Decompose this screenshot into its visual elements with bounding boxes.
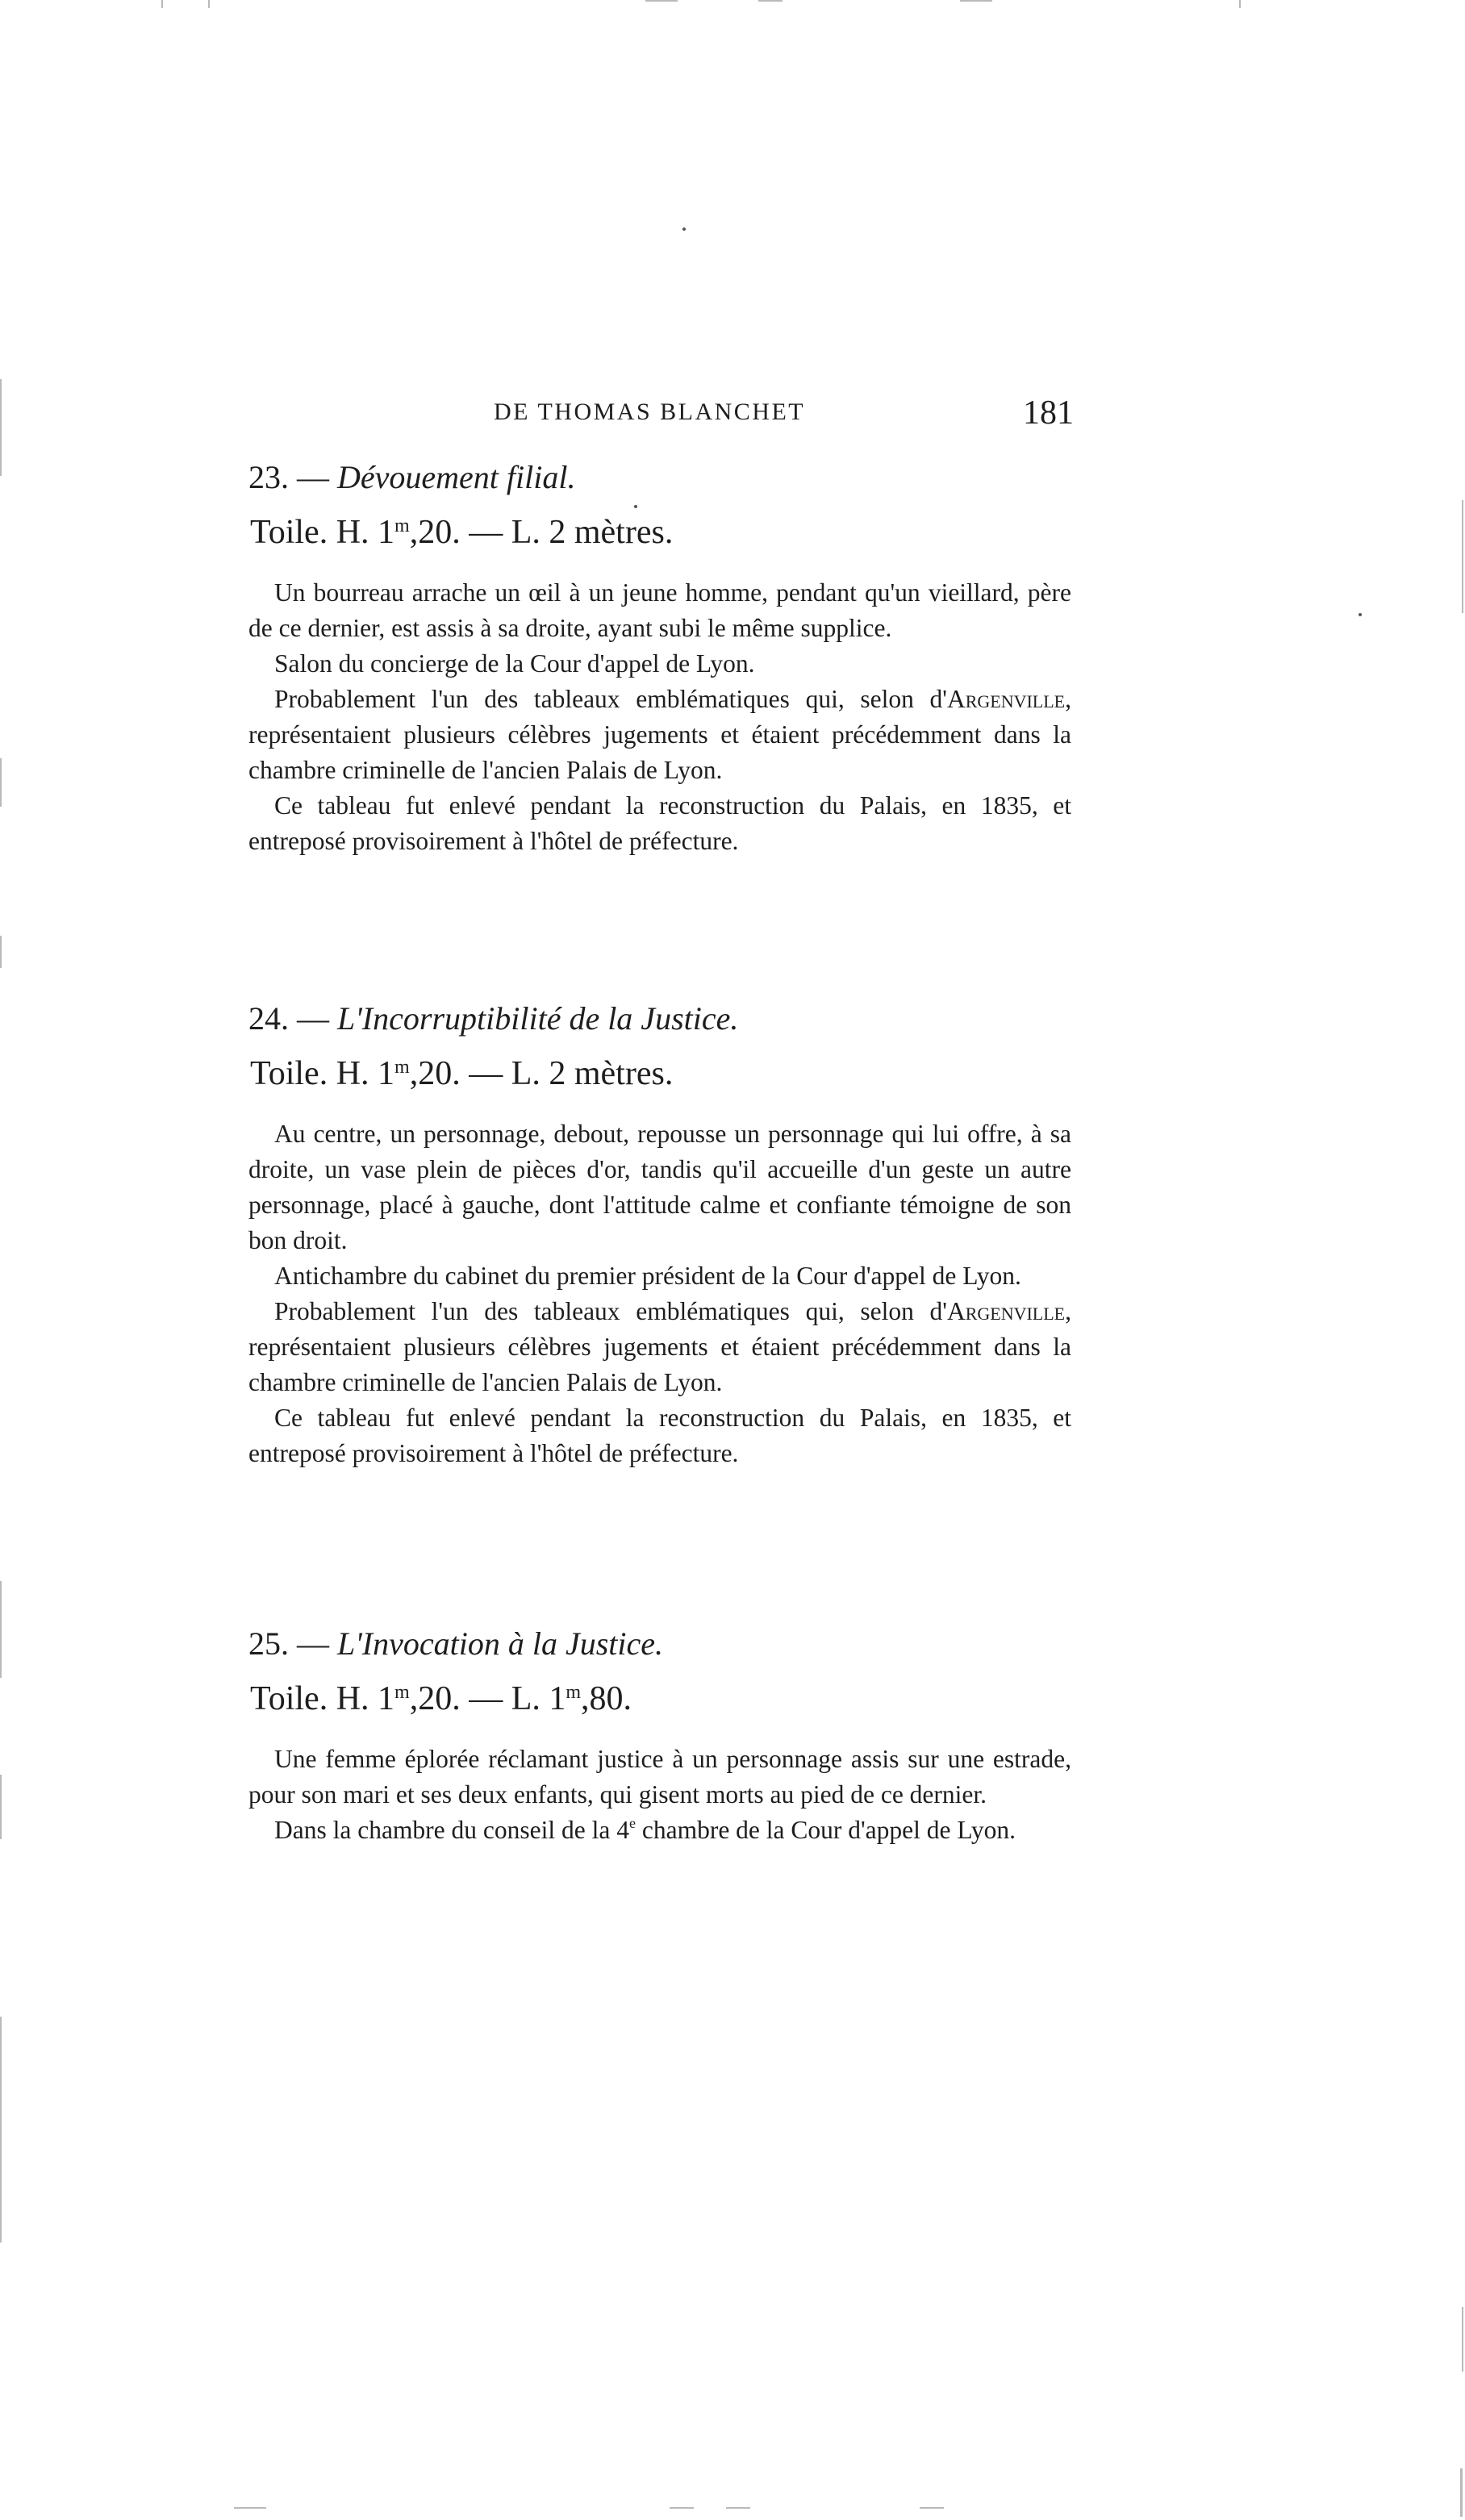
scan-edge-mark xyxy=(234,2507,266,2509)
artwork-provenance: Probablement l'un des tableaux emblématiques qui, selon d'Argenville, représentaient plusieurs célèbres jugements et étaient précédemment dans la chambre criminelle de l'ancien Palais de Lyon. xyxy=(248,1297,1071,1396)
entry-number: 23. xyxy=(248,459,289,495)
scan-edge-mark xyxy=(0,758,2,807)
author-name: Argenville xyxy=(946,685,1066,713)
canvas-dimensions: Toile. H. 1$^m$,20. — L. 1$^m$,80. xyxy=(250,1680,632,1717)
artwork-title: L'Incorruptibilité de la Justice. xyxy=(337,1000,739,1037)
stray-ink-dot xyxy=(682,227,686,231)
stray-ink-dot xyxy=(1359,613,1362,616)
artwork-location: Dans la chambre du conseil de la 4e chambre de la Cour d'appel de Lyon. xyxy=(274,1815,1016,1844)
scan-edge-mark xyxy=(161,0,163,8)
scan-edge-mark xyxy=(1239,0,1241,8)
artwork-description: Au centre, un personnage, debout, repousse un personnage qui lui offre, à sa droite, un vase plein de pièces d'or, tandis qu'il accueille d'un geste un autre personnage, placé à gauche, dont l'attitude calme et confiante témoigne de son bon droit. xyxy=(248,1120,1071,1254)
artwork-description: Un bourreau arrache un œil à un jeune homme, pendant qu'un vieillard, père de ce dernier, est assis à sa droite, ayant subi le même supplice. xyxy=(248,578,1071,642)
scan-edge-mark xyxy=(0,379,2,476)
scan-edge-mark xyxy=(726,2507,750,2509)
scan-edge-mark xyxy=(1462,500,1463,613)
scan-edge-mark xyxy=(670,2507,694,2509)
entry-title xyxy=(248,999,1071,1039)
scan-edge-mark xyxy=(920,2507,944,2509)
scan-edge-mark xyxy=(0,1581,2,1678)
artwork-provenance: Probablement l'un des tableaux emblématiques qui, selon d'Argenville, représentaient plusieurs célèbres jugements et étaient précédemment dans la chambre criminelle de l'ancien Palais de Lyon. xyxy=(248,685,1071,784)
catalogue-entry-24 xyxy=(248,999,1071,1471)
scan-edge-mark xyxy=(0,2017,2,2243)
scan-edge-mark xyxy=(960,0,992,2)
scan-edge-mark xyxy=(645,0,678,2)
artwork-location: Antichambre du cabinet du premier président de la Cour d'appel de Lyon. xyxy=(274,1262,1021,1290)
scan-edge-mark xyxy=(758,0,783,2)
artwork-history: Ce tableau fut enlevé pendant la reconstruction du Palais, en 1835, et entreposé provisoirement à l'hôtel de préfecture. xyxy=(248,791,1071,855)
scan-edge-mark xyxy=(1460,2468,1463,2517)
scan-edge-mark xyxy=(208,0,210,8)
entry-title xyxy=(248,457,1071,498)
entry-dash: — xyxy=(297,1000,329,1037)
artwork-location: Salon du concierge de la Cour d'appel de Lyon. xyxy=(274,649,755,678)
artwork-history: Ce tableau fut enlevé pendant la reconstruction du Palais, en 1835, et entreposé provisoirement à l'hôtel de préfecture. xyxy=(248,1404,1071,1467)
author-name: Argenville xyxy=(946,1297,1066,1325)
entry-number: 25. xyxy=(248,1625,289,1662)
canvas-dimensions: Toile. H. 1$^m$,20. — L. 2 mètres. xyxy=(250,514,674,551)
artwork-title: L'Invocation à la Justice. xyxy=(337,1625,664,1662)
catalogue-entry-25 xyxy=(248,1624,1071,1848)
scan-edge-mark xyxy=(0,1775,2,1839)
running-header: DE THOMAS BLANCHET xyxy=(494,398,806,425)
catalogue-entry-23 xyxy=(248,457,1071,859)
entry-dash: — xyxy=(297,1625,329,1662)
page-number: 181 xyxy=(1023,394,1074,432)
artwork-description: Une femme éplorée réclamant justice à un personnage assis sur une estrade, pour son mari et ses deux enfants, qui gisent morts au pied de ce dernier. xyxy=(248,1745,1071,1809)
scan-edge-mark xyxy=(0,936,2,968)
canvas-dimensions: Toile. H. 1$^m$,20. — L. 2 mètres. xyxy=(250,1055,674,1092)
entry-number: 24. xyxy=(248,1000,289,1037)
entry-dash: — xyxy=(297,459,329,495)
scan-edge-mark xyxy=(1462,2307,1463,2372)
entry-title xyxy=(248,1624,1071,1664)
artwork-title: Dévouement filial. xyxy=(337,459,576,495)
